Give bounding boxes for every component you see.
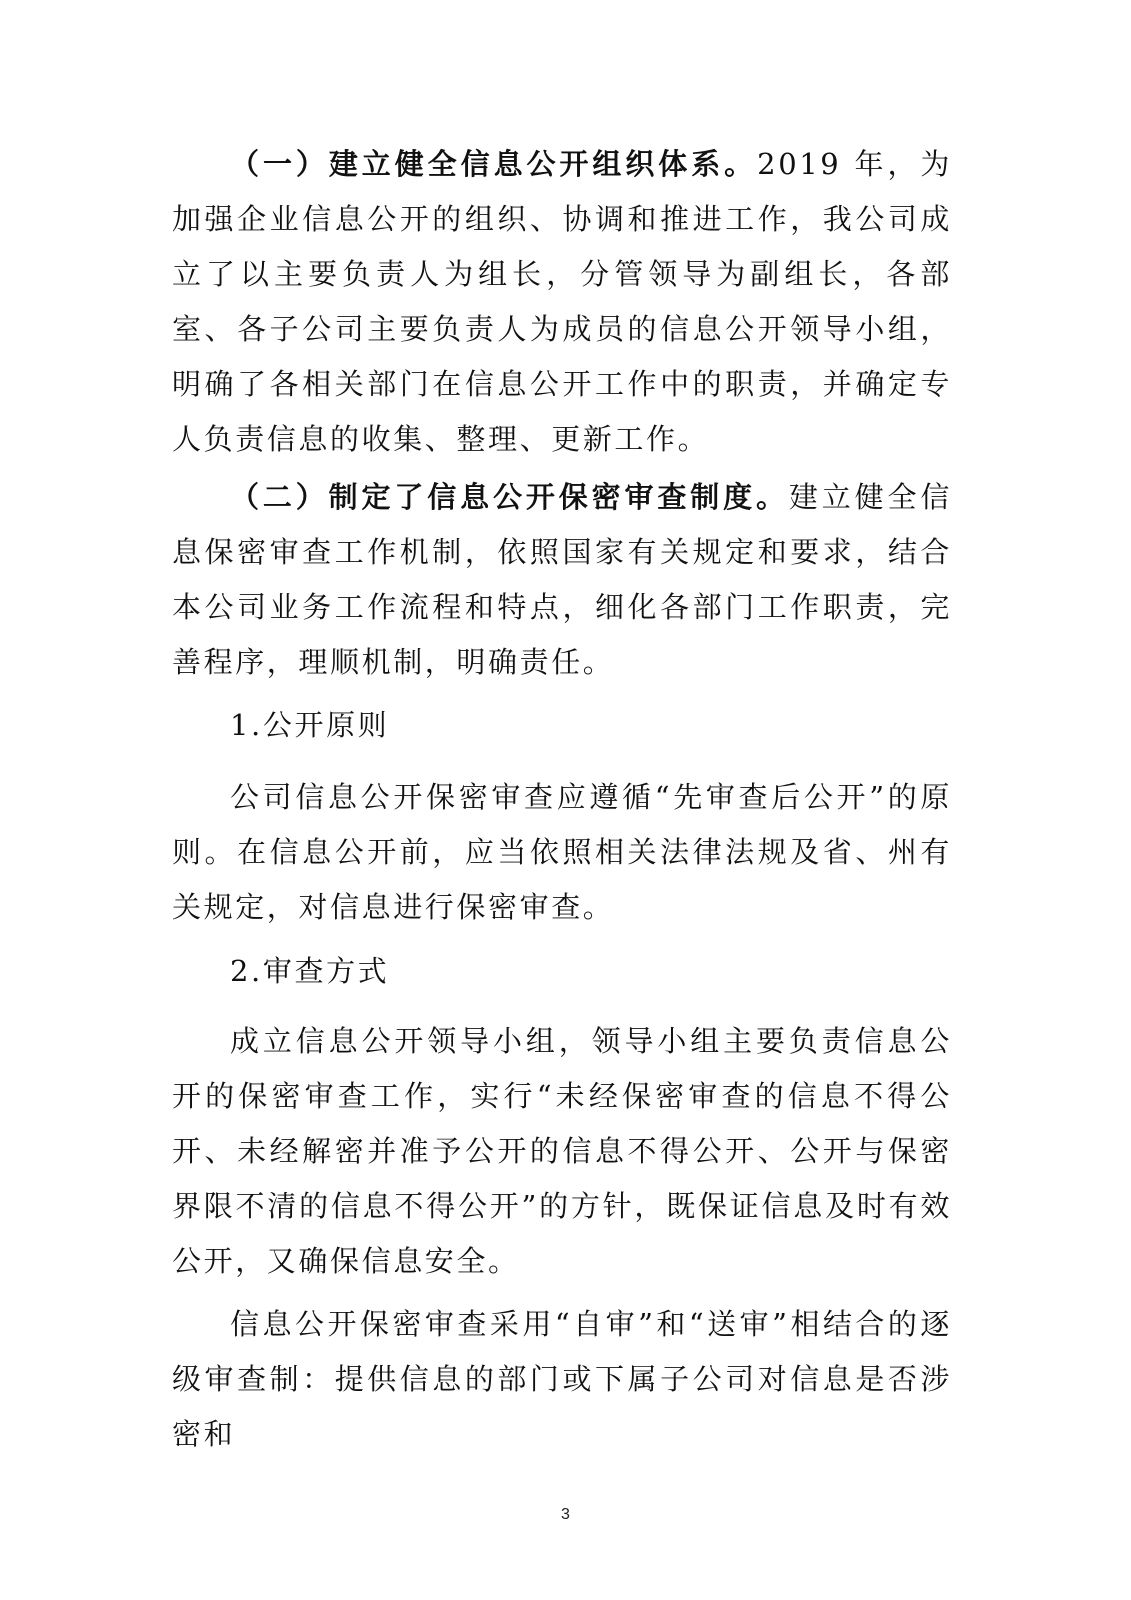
item2-paragraph-2: 信息公开保密审查采用“自审”和“送审”相结合的逐级审查制：提供信息的部门或下属子公司对信息是否涉密和 (172, 1307, 952, 1451)
section1-paragraph (172, 137, 952, 467)
page-number: 3 (561, 1506, 570, 1523)
section2-lead: （二）制定了信息公开保密审查制度。 (230, 480, 789, 514)
section1-text: 2019 年，为加强企业信息公开的组织、协调和推进工作，我公司成立了以主要负责人为组长，分管领导为副组长，各部室、各子公司主要负责人为成员的信息公开领导小组，明确了各相关部门在信息公开工作中的职责，并确定专人负责信息的收集、整理、更新工作。 (172, 147, 952, 456)
item1-heading: 1.公开原则 (230, 708, 390, 742)
section2-paragraph (172, 470, 952, 690)
item2-paragraph-1: 成立信息公开领导小组，领导小组主要负责信息公开的保密审查工作，实行“未经保密审查的信息不得公开、未经解密并准予公开的信息不得公开、公开与保密界限不清的信息不得公开”的方针，既保证信息及时有效公开，又确保信息安全。 (172, 1024, 952, 1278)
item1-paragraph: 公司信息公开保密审查应遵循“先审查后公开”的原则。在信息公开前，应当依照相关法律法规及省、州有关规定，对信息进行保密审查。 (172, 780, 952, 924)
section1-lead: （一）建立健全信息公开组织体系。 (230, 147, 758, 181)
section2-text: 建立健全信息保密审查工作机制，依照国家有关规定和要求，结合本公司业务工作流程和特点，细化各部门工作职责，完善程序，理顺机制，明确责任。 (172, 480, 952, 679)
item2-heading: 2.审查方式 (230, 954, 390, 988)
